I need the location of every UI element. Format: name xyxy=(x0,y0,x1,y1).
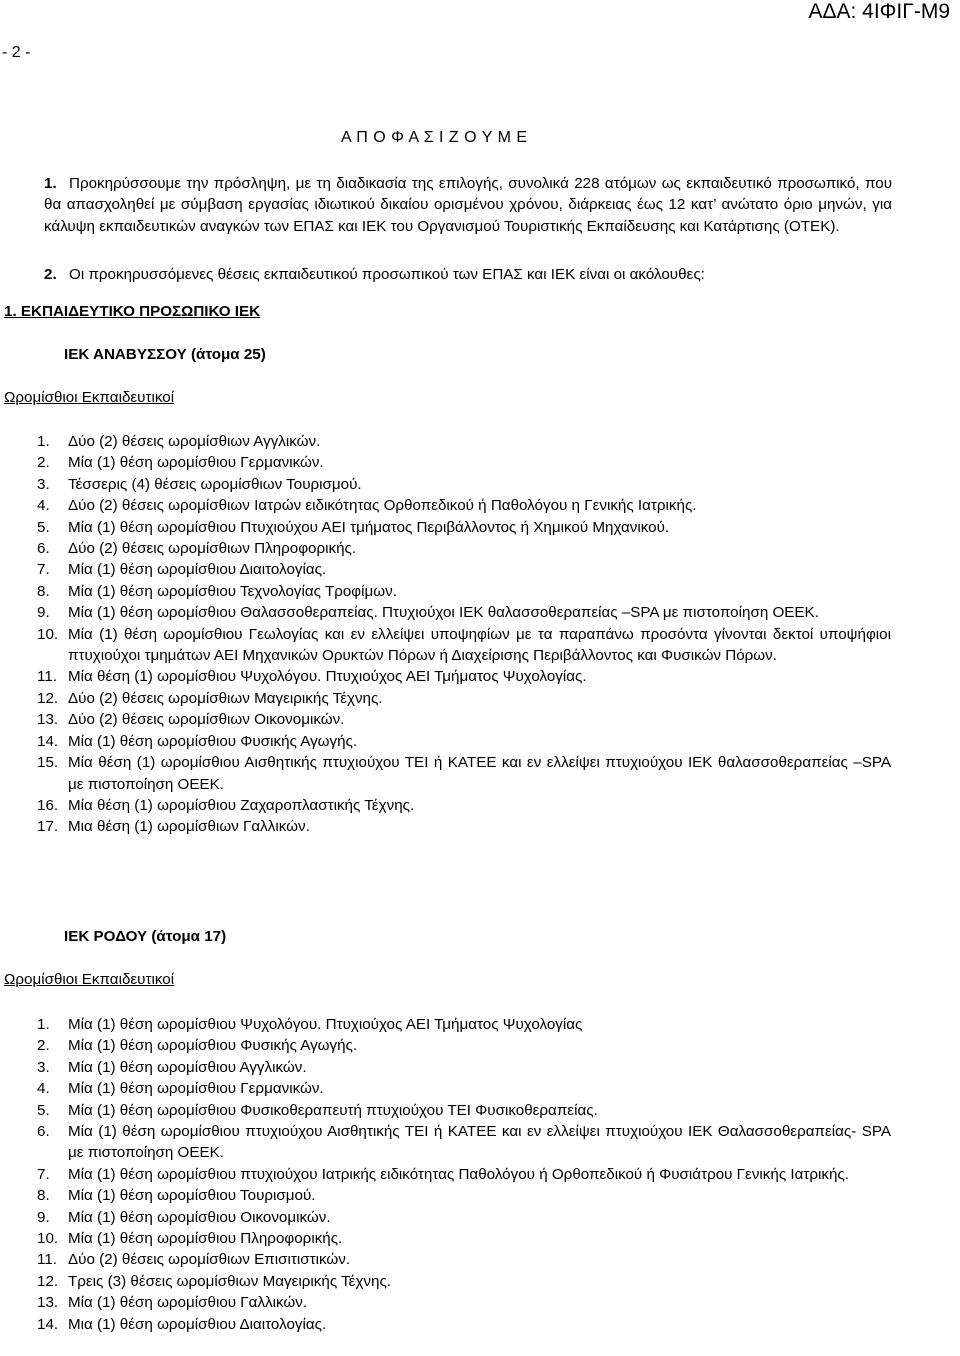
list-item-text: Τέσσερις (4) θέσεις ωρομίσθιων Τουρισμού. xyxy=(68,475,362,493)
ada-code: ΑΔΑ: 4ΙΦΙΓ-Μ9 xyxy=(808,0,950,23)
list-item xyxy=(37,624,891,667)
list-item-number: 2. xyxy=(37,1037,50,1055)
iek-rodou-title: ΙΕΚ ΡΟΔΟΥ (άτομα 17) xyxy=(64,928,227,945)
list-item-number: 6. xyxy=(37,540,50,558)
list-item xyxy=(37,1035,891,1056)
list-item xyxy=(37,474,891,495)
list-item xyxy=(37,1078,891,1099)
list-item-number: 13. xyxy=(37,1294,59,1312)
list-item-text: Μία (1) θέση ωρομίσθιου Πληροφορικής. xyxy=(68,1230,343,1248)
list-item-text: Δύο (2) θέσεις ωρομίσθιων Επισιτιστικών. xyxy=(68,1251,351,1269)
list-item xyxy=(37,581,891,602)
list-item-text: Μία (1) θέση ωρομίσθιου Φυσικοθεραπευτή πτυχιούχου ΤΕΙ Φυσικοθεραπείας. xyxy=(68,1101,598,1119)
list-item-number: 10. xyxy=(37,625,59,643)
list-item-number: 3. xyxy=(37,1058,50,1076)
list-item-number: 17. xyxy=(37,818,59,836)
list-item xyxy=(37,816,891,837)
list-item xyxy=(37,431,891,452)
list-item-text: Δύο (2) θέσεις ωρομίσθιων Οικονομικών. xyxy=(68,711,345,729)
list-item-number: 7. xyxy=(37,561,50,579)
list-item-text: Δύο (2) θέσεις ωρομίσθιων Μαγειρικής Τέχνης. xyxy=(68,689,383,707)
list-item-text: Μία (1) θέση ωρομίσθιου Αγγλικών. xyxy=(68,1058,307,1076)
list-item-number: 11. xyxy=(37,668,57,686)
list-item xyxy=(37,1164,891,1185)
list-item-text: Μία (1) θέση ωρομίσθιου Γερμανικών. xyxy=(68,454,324,472)
list-item-text: Μία θέση (1) ωρομίσθιου Ψυχολόγου. Πτυχιούχος ΑΕΙ Τμήματος Ψυχολογίας. xyxy=(68,668,587,686)
iek-anavyssou-title: ΙΕΚ ΑΝΑΒΥΣΣΟΥ (άτομα 25) xyxy=(64,346,266,363)
list-item xyxy=(37,1207,891,1228)
list-item-text: Μία (1) θέση ωρομίσθιου Γεωλογίας και εν ελλείψει υποψηφίων με τα παραπάνω προσόντα γίνονται δεκτοί υποψήφιοι πτυχιούχοι τμημάτων ΑΕΙ Μηχανικών Ορυκτών Πόρων ή Διαχείρισης Περιβάλλοντος και Φυσικών Πόρων. xyxy=(68,625,891,665)
list-item xyxy=(37,709,891,730)
paragraph-1-text: Προκηρύσσουμε την πρόσληψη, με τη διαδικασία της επιλογής, συνολικά 228 ατόμων ως εκπαιδευτικό προσωπικό, που θα απασχοληθεί με σύμβαση εργασίας ιδιωτικού δικαίου ορισμένου χρόνου, διάρκειας έως 12 κατ’ ανώτατο όριο μηνών, για κάλυψη εκπαιδευτικών αναγκών των ΕΠΑΣ και ΙΕΚ του Οργανισμού Τουριστικής Εκπαίδευσης και Κατάρτισης (ΟΤΕΚ). xyxy=(44,175,892,235)
list-item-number: 14. xyxy=(37,1315,59,1333)
list-item xyxy=(37,795,891,816)
list-item xyxy=(37,1100,891,1121)
list-item xyxy=(37,517,891,538)
list-item xyxy=(37,1057,891,1078)
list-item-text: Μία (1) θέση ωρομίσθιου Θαλασσοθεραπείας. Πτυχιούχοι ΙΕΚ θαλασσοθεραπείας –SPA με πιστοποίηση ΟΕΕΚ. xyxy=(68,604,819,622)
list-item-number: 5. xyxy=(37,518,50,536)
list-item-number: 13. xyxy=(37,711,59,729)
list-item xyxy=(37,538,891,559)
list-item-text: Μία (1) θέση ωρομίσθιου Διαιτολογίας. xyxy=(68,561,327,579)
list-item-number: 6. xyxy=(37,1123,50,1141)
decision-title: Α Π Ο Φ Α Σ Ι Ζ Ο Υ Μ Ε xyxy=(341,129,528,146)
list-item-number: 7. xyxy=(37,1165,50,1183)
list-item xyxy=(37,752,891,795)
list-item xyxy=(37,1014,891,1035)
list-item xyxy=(37,495,891,516)
list-item xyxy=(37,731,891,752)
list-item-text: Δύο (2) θέσεις ωρομίσθιων Αγγλικών. xyxy=(68,433,321,450)
list-item-number: 8. xyxy=(37,582,50,600)
list-item-number: 4. xyxy=(37,497,50,515)
list-item-text: Μια θέση (1) ωρομίσθιων Γαλλικών. xyxy=(68,818,310,836)
list-item-number: 9. xyxy=(37,604,50,622)
paragraph-2-text: Οι προκηρυσσόμενες θέσεις εκπαιδευτικού προσωπικού των ΕΠΑΣ και ΙΕΚ είναι οι ακόλουθες: xyxy=(69,266,705,283)
list-item-text: Μία (1) θέση ωρομίσθιου Οικονομικών. xyxy=(68,1208,331,1226)
list-item-text: Μία (1) θέση ωρομίσθιου Τουρισμού. xyxy=(68,1187,316,1205)
list-item-number: 12. xyxy=(37,1272,59,1290)
list-item xyxy=(37,1314,891,1335)
list-item xyxy=(37,1185,891,1206)
list-item-number: 1. xyxy=(37,433,50,450)
list-item-text: Μια (1) θέση ωρομίσθιου Διαιτολογίας. xyxy=(68,1315,327,1333)
list-item-number: 14. xyxy=(37,732,59,750)
list-item-text: Δύο (2) θέσεις ωρομίσθιων Πληροφορικής. xyxy=(68,540,357,558)
list-item-number: 3. xyxy=(37,475,50,493)
iek-rodou-list xyxy=(37,1014,891,1335)
section-title: 1. ΕΚΠΑΙΔΕΥΤΙΚΟ ΠΡΟΣΩΠΙΚΟ ΙΕΚ xyxy=(4,303,261,320)
list-item xyxy=(37,559,891,580)
page-number: - 2 - xyxy=(2,44,31,61)
list-item xyxy=(37,1121,891,1164)
list-item xyxy=(37,688,891,709)
list-item-text: Μία θέση (1) ωρομίσθιου Ζαχαροπλαστικής Τέχνης. xyxy=(68,796,415,814)
paragraph-1 xyxy=(44,173,892,237)
list-item-text: Μία (1) θέση ωρομίσθιου Φυσικής Αγωγής. xyxy=(68,1037,358,1055)
list-item-number: 8. xyxy=(37,1187,50,1205)
list-item-number: 16. xyxy=(37,796,59,814)
list-item-text: Μία (1) θέση ωρομίσθιου Ψυχολόγου. Πτυχιούχος ΑΕΙ Τμήματος Ψυχολογίας xyxy=(68,1016,583,1033)
list-item-text: Μία (1) θέση ωρομίσθιου Φυσικής Αγωγής. xyxy=(68,732,358,750)
list-item-number: 15. xyxy=(37,754,59,772)
paragraph-2 xyxy=(44,264,892,285)
list-item-text: Τρεις (3) θέσεις ωρομίσθιων Μαγειρικής Τέχνης. xyxy=(68,1272,392,1290)
list-item xyxy=(37,1249,891,1270)
iek-anavyssou-category: Ωρομίσθιοι Εκπαιδευτικοί xyxy=(4,389,175,406)
list-item xyxy=(37,1292,891,1313)
list-item xyxy=(37,1228,891,1249)
list-item-number: 5. xyxy=(37,1101,50,1119)
list-item xyxy=(37,452,891,473)
list-item-text: Μία (1) θέση ωρομίσθιου Τεχνολογίας Τροφίμων. xyxy=(68,582,397,600)
list-item xyxy=(37,666,891,687)
list-item-text: Μία (1) θέση ωρομίσθιου Πτυχιούχου ΑΕΙ τμήματος Περιβάλλοντος ή Χημικού Μηχανικού. xyxy=(68,518,670,536)
list-item-text: Μία (1) θέση ωρομίσθιου πτυχιούχου Ιατρικής ειδικότητας Παθολόγου ή Ορθοπεδικού ή Φυσιάτρου Γενικής Ιατρικής. xyxy=(68,1165,849,1183)
list-item-number: 10. xyxy=(37,1230,59,1248)
list-item xyxy=(37,602,891,623)
list-item-number: 9. xyxy=(37,1208,50,1226)
list-item-number: 12. xyxy=(37,689,59,707)
list-item-text: Μία θέση (1) ωρομίσθιου Αισθητικής πτυχιούχου ΤΕΙ ή ΚΑΤΕΕ και εν ελλείψει πτυχιούχου ΙΕΚ θαλασσοθεραπείας –SPA με πιστοποίηση ΟΕΕΚ. xyxy=(68,754,891,793)
list-item-text: Μία (1) θέση ωρομίσθιου Γαλλικών. xyxy=(68,1294,308,1312)
list-item-text: Δύο (2) θέσεις ωρομίσθιων Ιατρών ειδικότητας Ορθοπεδικού ή Παθολόγου η Γενικής Ιατρικής. xyxy=(68,497,697,515)
list-item xyxy=(37,1271,891,1292)
iek-rodou-category: Ωρομίσθιοι Εκπαιδευτικοί xyxy=(4,971,175,988)
iek-anavyssou-list xyxy=(37,431,891,838)
list-item-number: 4. xyxy=(37,1080,50,1098)
list-item-number: 1. xyxy=(37,1016,50,1033)
paragraph-2-number: 2. xyxy=(44,266,57,283)
list-item-number: 11. xyxy=(37,1251,57,1269)
list-item-text: Μία (1) θέση ωρομίσθιου πτυχιούχου Αισθητικής ΤΕΙ ή ΚΑΤΕΕ και εν ελλείψει πτυχιούχου ΙΕΚ Θαλασσοθεραπείας- SPA με πιστοποίηση ΟΕΕΚ. xyxy=(68,1123,891,1162)
list-item-text: Μία (1) θέση ωρομίσθιου Γερμανικών. xyxy=(68,1080,324,1098)
paragraph-1-number: 1. xyxy=(44,175,57,192)
list-item-number: 2. xyxy=(37,454,50,472)
